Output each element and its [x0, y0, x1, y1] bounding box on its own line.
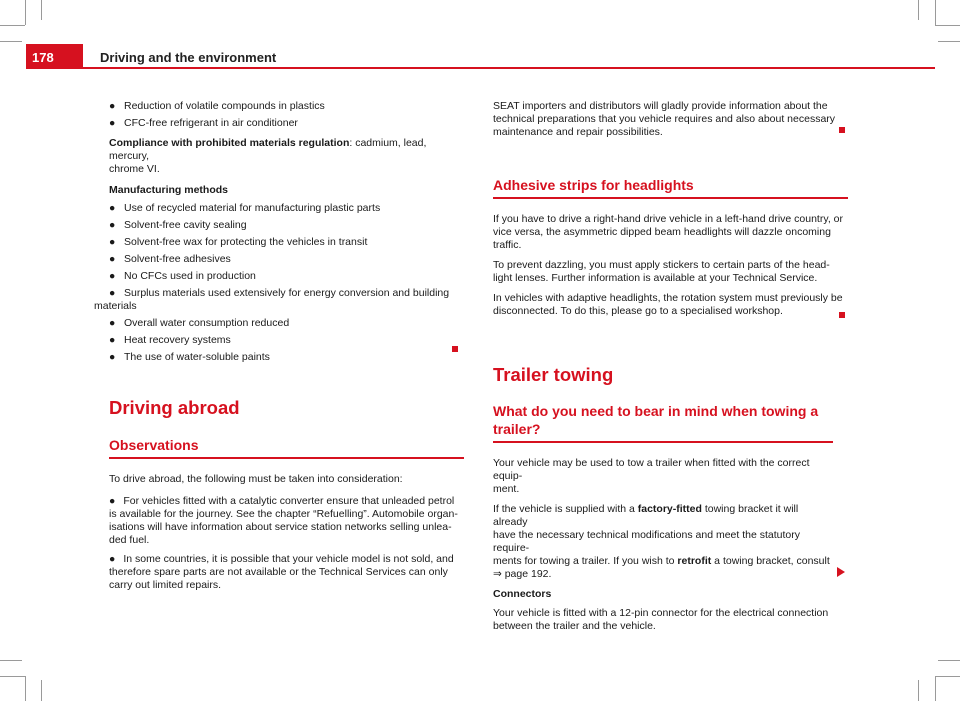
- trailer-towing-section: [493, 364, 833, 633]
- list-item: ● Solvent-free cavity sealing: [109, 219, 247, 231]
- adhesive-strips-section: [493, 176, 848, 318]
- list-item: ● Solvent-free wax for protecting the vehicles in transit: [109, 236, 368, 248]
- observations-title: Observations: [109, 437, 199, 453]
- list-item: ● No CFCs used in production: [109, 270, 256, 282]
- bullet-icon: ●: [109, 253, 116, 265]
- trailer-p2: If the vehicle is supplied with a factory-fitted towing bracket it will already have the necessary technical modifications and meet the statutory require- ments for towing a trailer. If you wish to retrofit a towing bracket, consult ⇒ page 192.: [493, 503, 830, 580]
- driving-abroad-section: [109, 397, 464, 592]
- crop-mark: [25, 0, 26, 25]
- crop-mark: [935, 25, 960, 26]
- list-item: ● Heat recovery systems: [109, 334, 231, 346]
- bullet-icon: ●: [109, 334, 116, 346]
- bullet-icon: ●: [109, 317, 116, 329]
- compliance-paragraph: Compliance with prohibited materials regulation: cadmium, lead, mercury, chrome VI.: [109, 137, 427, 175]
- list-item: ● The use of water-soluble paints: [109, 351, 270, 363]
- seat-paragraph: SEAT importers and distributors will gladly provide information about the technical preparations that you vehicle requires and also about necessary maintenance and repair possibilities.: [493, 100, 836, 138]
- crop-mark: [41, 0, 42, 20]
- bullet-icon: ●: [109, 100, 116, 112]
- crop-mark: [935, 676, 960, 677]
- list-item: ● Reduction of volatile compounds in plastics: [109, 100, 325, 112]
- trailer-question-rule: [493, 441, 833, 443]
- trailer-question-title: What do you need to bear in mind when towing a trailer?: [493, 403, 819, 437]
- adhesive-p2: To prevent dazzling, you must apply stickers to certain parts of the head- light lenses. Further information is available at your Technical Service.: [493, 259, 830, 284]
- crop-mark: [25, 676, 26, 701]
- section-end-icon: [452, 346, 458, 352]
- list-item: ● Overall water consumption reduced: [109, 317, 290, 329]
- page-number: 178: [26, 44, 83, 68]
- list-item: ● Surplus materials used extensively for energy conversion and building: [109, 287, 450, 299]
- crop-mark: [935, 0, 936, 25]
- list-item: ● Solvent-free adhesives: [109, 253, 231, 265]
- bullet-icon: ●: [109, 270, 116, 282]
- page-reference-link[interactable]: ⇒ page 192.: [493, 568, 552, 580]
- trailer-p1: Your vehicle may be used to tow a trailer when fitted with the correct equip- ment.: [493, 457, 810, 495]
- adhesive-p1: If you have to drive a right-hand drive vehicle in a left-hand drive country, or vice versa, the asymmetric dipped beam headlights will dazzle oncoming traffic.: [493, 213, 843, 251]
- crop-mark: [938, 41, 960, 42]
- crop-mark: [41, 680, 42, 701]
- section-end-icon: [839, 127, 845, 133]
- observations-rule: [109, 457, 464, 459]
- crop-mark: [0, 676, 25, 677]
- crop-mark: [935, 676, 936, 701]
- bullet-icon: ●: [109, 287, 116, 299]
- factory-fitted-term: factory-fitted: [637, 503, 702, 515]
- list-item-continuation: materials: [94, 300, 137, 312]
- adhesive-strips-rule: [493, 197, 848, 199]
- crop-mark: [0, 41, 22, 42]
- adhesive-strips-title: Adhesive strips for headlights: [493, 177, 694, 193]
- crop-mark: [918, 0, 919, 20]
- left-column: [94, 100, 467, 364]
- list-item: ● For vehicles fitted with a catalytic converter ensure that unleaded petrol is available for the journey. See the chapter “Refuelling”. Automobile organ- isations will have information about service station networks selling unlea- ded fuel.: [109, 495, 458, 546]
- bullet-icon: ●: [109, 351, 116, 363]
- list-item: ● In some countries, it is possible that your vehicle model is not sold, and therefore spare parts are not available or the Technical Services can only carry out limited repairs.: [109, 553, 454, 591]
- running-header: Driving and the environment: [100, 50, 277, 65]
- driving-abroad-title: Driving abroad: [109, 397, 240, 418]
- observations-intro: To drive abroad, the following must be taken into consideration:: [109, 473, 403, 485]
- continue-arrow-icon: [837, 567, 845, 577]
- compliance-label: Compliance with prohibited materials regulation: [109, 137, 350, 149]
- retrofit-term: retrofit: [677, 555, 712, 567]
- crop-mark: [938, 660, 960, 661]
- bullet-icon: ●: [109, 202, 116, 214]
- manufacturing-title: Manufacturing methods: [109, 184, 229, 196]
- adhesive-p3: In vehicles with adaptive headlights, the rotation system must previously be disconnected. To do this, please go to a specialised workshop.: [493, 292, 843, 317]
- connectors-text: Your vehicle is fitted with a 12-pin connector for the electrical connection between the trailer and the vehicle.: [493, 607, 829, 632]
- bullet-icon: ●: [109, 117, 116, 129]
- trailer-towing-title: Trailer towing: [493, 364, 614, 385]
- list-item: ● Use of recycled material for manufacturing plastic parts: [109, 202, 381, 214]
- bullet-icon: ●: [109, 219, 116, 231]
- bullet-icon: ●: [109, 236, 116, 248]
- list-item: ● CFC-free refrigerant in air conditioner: [109, 117, 298, 129]
- header-rule: [26, 67, 935, 69]
- crop-mark: [0, 660, 22, 661]
- section-end-icon: [839, 312, 845, 318]
- crop-mark: [0, 25, 25, 26]
- bullet-icon: ●: [109, 495, 116, 507]
- right-column: [493, 100, 853, 139]
- bullet-icon: ●: [109, 553, 116, 565]
- connectors-title: Connectors: [493, 588, 552, 600]
- crop-mark: [918, 680, 919, 701]
